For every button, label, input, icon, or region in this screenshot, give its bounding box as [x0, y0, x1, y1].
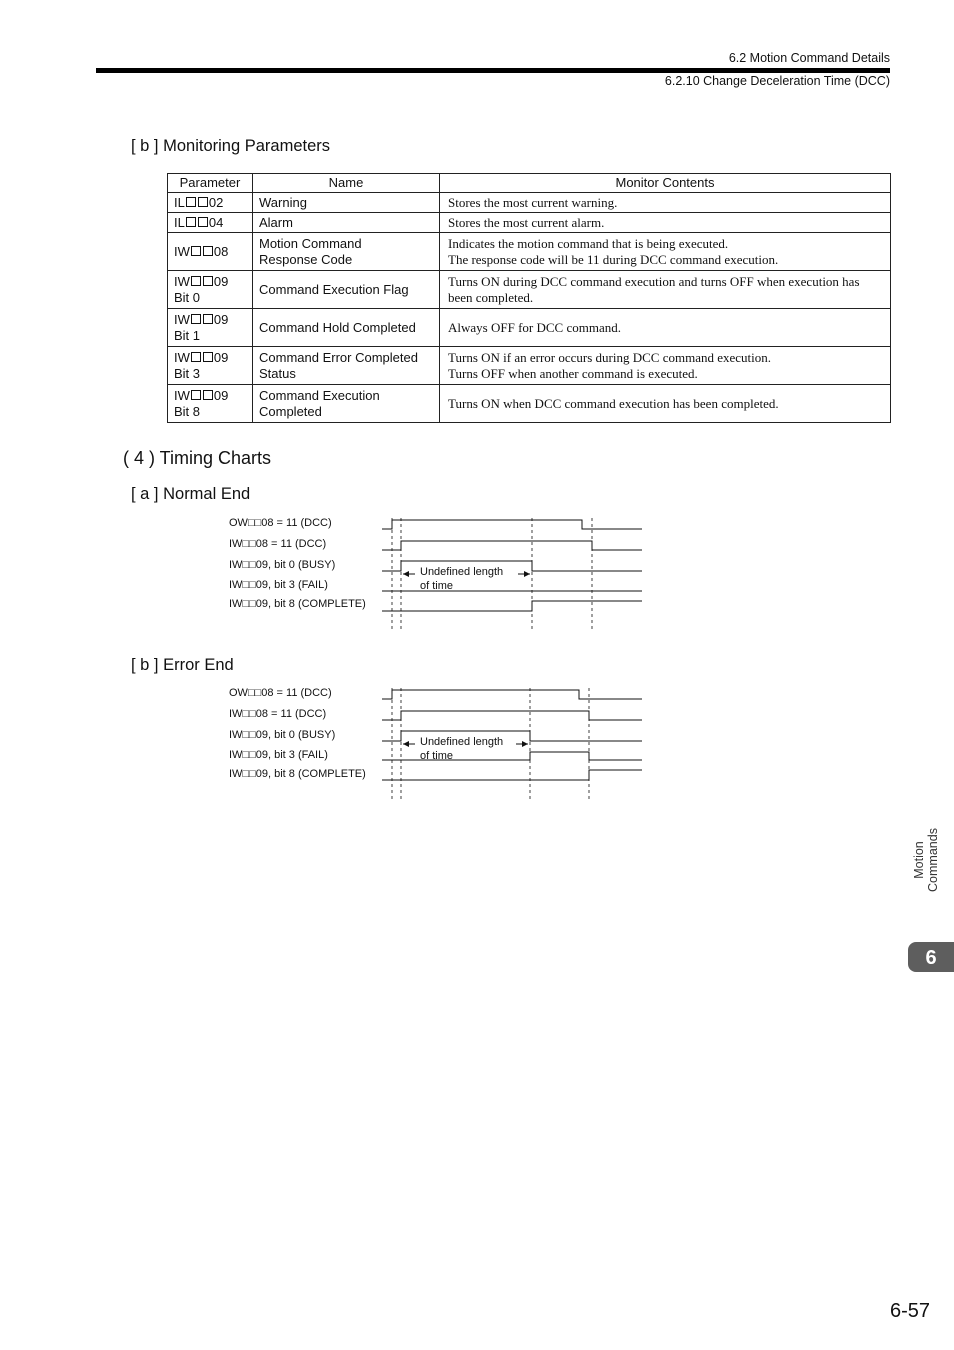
name-line: Warning	[259, 194, 307, 210]
parameter-prefix: IW	[174, 243, 190, 259]
parameter-cell	[168, 309, 253, 347]
name-line: Response Code	[259, 251, 353, 267]
parameter-suffix: 09	[213, 311, 229, 327]
name-cell	[253, 347, 440, 385]
name-line: Command Hold Completed	[259, 319, 416, 335]
parameter-bit: Bit 8	[174, 403, 201, 419]
monitoring-table	[167, 173, 891, 423]
name-line: Alarm	[259, 214, 293, 230]
table-row	[168, 213, 891, 233]
name-line: Command Error Completed	[259, 349, 418, 365]
chapter-tab: 6	[908, 942, 954, 972]
placeholder-box-icon	[191, 276, 201, 286]
undefined-length-note: of time	[420, 580, 454, 592]
name-cell	[253, 385, 440, 423]
signal-waveform	[382, 770, 642, 780]
signal-label: OW□□08 = 11 (DCC)	[229, 687, 332, 699]
contents-cell	[440, 193, 891, 213]
name-cell	[253, 233, 440, 271]
placeholder-box-icon	[203, 246, 213, 256]
signal-label: IW□□08 = 11 (DCC)	[229, 708, 327, 720]
signal-waveform	[382, 541, 642, 550]
contents-cell	[440, 233, 891, 271]
parameter-suffix: 08	[213, 243, 229, 259]
table-row	[168, 347, 891, 385]
contents-line: Turns OFF when another command is executed.	[448, 365, 698, 381]
parameter-cell	[168, 193, 253, 213]
contents-line: Turns ON when DCC command execution has been completed.	[448, 395, 779, 411]
contents-cell	[440, 271, 891, 309]
table-row	[168, 233, 891, 271]
signal-label: IW□□09, bit 3 (FAIL)	[229, 749, 328, 761]
placeholder-box-icon	[186, 217, 196, 227]
name-cell	[253, 193, 440, 213]
name-line: Command Execution	[259, 387, 380, 403]
arrowhead-left-icon	[403, 741, 409, 747]
parameter-bit: Bit 0	[174, 289, 201, 305]
contents-line: Turns ON during DCC command execution and turns OFF when execution has been completed.	[448, 273, 860, 305]
normal-end-heading: [ a ] Normal End	[131, 485, 251, 503]
normal-end-timing-chart	[220, 512, 650, 637]
parameter-suffix: 02	[208, 194, 224, 210]
signal-waveform	[382, 711, 642, 720]
column-header: Name	[253, 174, 440, 193]
placeholder-box-icon	[203, 390, 213, 400]
signal-waveform	[382, 690, 642, 699]
arrowhead-left-icon	[403, 571, 409, 577]
signal-label: IW□□09, bit 0 (BUSY)	[229, 559, 336, 571]
signal-label: IW□□09, bit 8 (COMPLETE)	[229, 768, 366, 780]
contents-cell	[440, 309, 891, 347]
parameter-prefix: IW	[174, 273, 190, 289]
parameter-prefix: IW	[174, 311, 190, 327]
name-cell	[253, 309, 440, 347]
signal-label: IW□□09, bit 3 (FAIL)	[229, 579, 328, 591]
placeholder-box-icon	[191, 314, 201, 324]
arrowhead-right-icon	[522, 741, 528, 747]
placeholder-box-icon	[198, 197, 208, 207]
error-end-heading: [ b ] Error End	[131, 656, 234, 674]
name-cell	[253, 213, 440, 233]
header-section: 6.2 Motion Command Details	[728, 51, 890, 65]
contents-line: Indicates the motion command that is being executed.	[448, 235, 729, 251]
page-number: 6-57	[889, 1300, 930, 1322]
placeholder-box-icon	[203, 276, 213, 286]
column-header: Monitor Contents	[440, 174, 891, 193]
parameter-suffix: 09	[213, 273, 229, 289]
table-row	[168, 309, 891, 347]
contents-line: Stores the most current warning.	[448, 194, 618, 210]
contents-cell	[440, 213, 891, 233]
undefined-length-note: Undefined length	[420, 566, 504, 578]
placeholder-box-icon	[191, 246, 201, 256]
undefined-length-note: of time	[420, 750, 454, 762]
table-row	[168, 193, 891, 213]
header-rule	[96, 68, 890, 73]
name-line: Motion Command	[259, 235, 362, 251]
chapter-title: Motion Commands	[912, 828, 940, 892]
signal-waveform	[382, 520, 642, 529]
placeholder-box-icon	[186, 197, 196, 207]
signal-label: IW□□08 = 11 (DCC)	[229, 538, 327, 550]
parameter-cell	[168, 271, 253, 309]
placeholder-box-icon	[203, 352, 213, 362]
parameter-bit: Bit 3	[174, 365, 201, 381]
contents-cell	[440, 385, 891, 423]
parameter-suffix: 09	[213, 387, 229, 403]
parameter-bit: Bit 1	[174, 327, 201, 343]
table-row	[168, 271, 891, 309]
timing-heading: ( 4 ) Timing Charts	[123, 448, 272, 468]
parameter-suffix: 09	[213, 349, 229, 365]
undefined-length-note: Undefined length	[420, 736, 504, 748]
placeholder-box-icon	[203, 314, 213, 324]
signal-waveform	[382, 601, 642, 611]
signal-label: OW□□08 = 11 (DCC)	[229, 517, 332, 529]
contents-cell	[440, 347, 891, 385]
contents-line: The response code will be 11 during DCC command execution.	[448, 251, 779, 267]
parameter-prefix: IW	[174, 387, 190, 403]
parameter-prefix: IL	[174, 214, 185, 230]
parameter-suffix: 04	[208, 214, 224, 230]
table-row	[168, 385, 891, 423]
parameter-cell	[168, 385, 253, 423]
contents-line: Stores the most current alarm.	[448, 214, 605, 230]
error-end-timing-chart	[220, 682, 650, 807]
header-subsection: 6.2.10 Change Deceleration Time (DCC)	[664, 74, 890, 88]
name-cell	[253, 271, 440, 309]
parameter-cell	[168, 213, 253, 233]
contents-line: Turns ON if an error occurs during DCC command execution.	[448, 349, 772, 365]
monitoring-heading: [ b ] Monitoring Parameters	[131, 137, 330, 155]
contents-line: Always OFF for DCC command.	[448, 319, 621, 335]
column-header: Parameter	[168, 174, 253, 193]
parameter-prefix: IW	[174, 349, 190, 365]
placeholder-box-icon	[191, 390, 201, 400]
signal-label: IW□□09, bit 8 (COMPLETE)	[229, 598, 366, 610]
signal-label: IW□□09, bit 0 (BUSY)	[229, 729, 336, 741]
arrowhead-right-icon	[524, 571, 530, 577]
parameter-cell	[168, 233, 253, 271]
name-line: Status	[259, 365, 296, 381]
name-line: Completed	[259, 403, 322, 419]
parameter-cell	[168, 347, 253, 385]
parameter-prefix: IL	[174, 194, 185, 210]
placeholder-box-icon	[191, 352, 201, 362]
name-line: Command Execution Flag	[259, 281, 409, 297]
placeholder-box-icon	[198, 217, 208, 227]
